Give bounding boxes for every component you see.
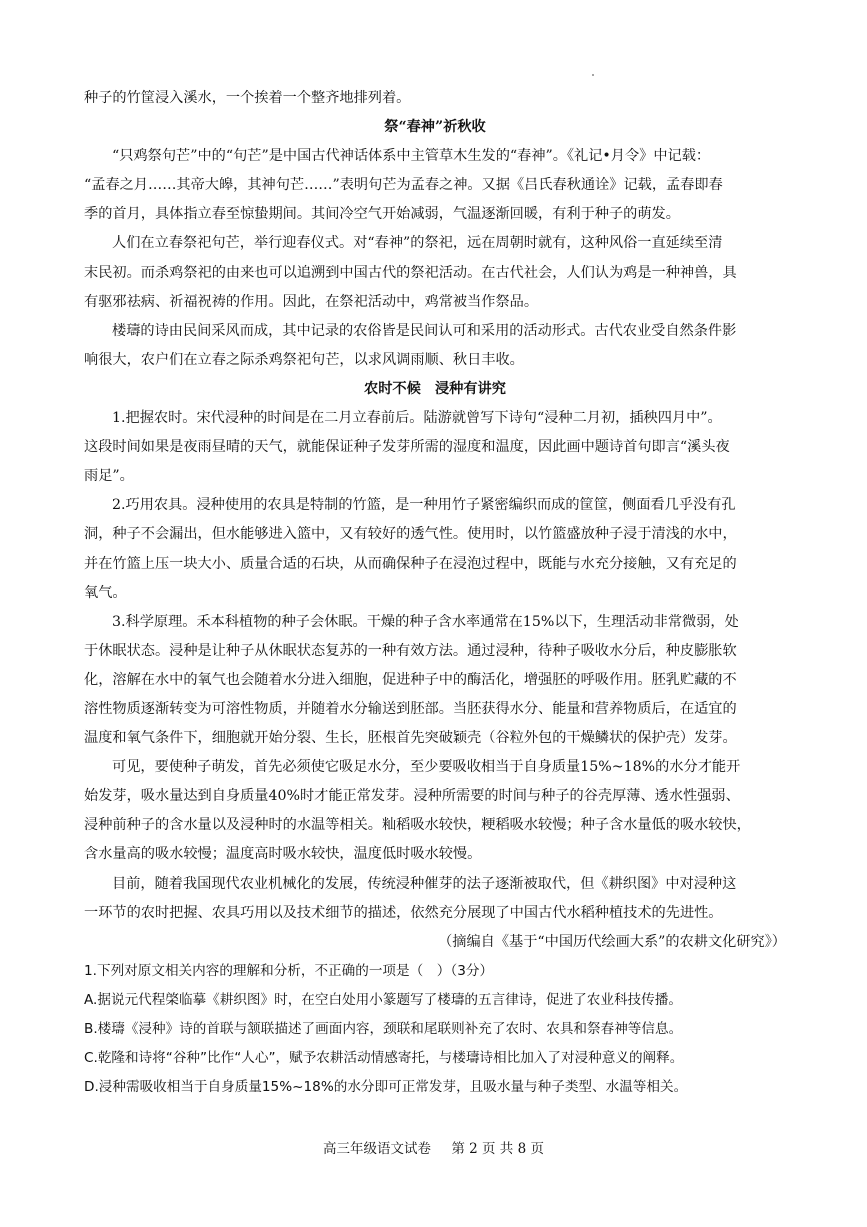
text-line: 温度和氧气条件下，细胞就开始分裂、生长，胚根首先突破颖壳（谷粒外包的干燥鳞状的保护壳）发芽。 [84, 730, 737, 747]
text-line: 一环节的农时把握、农具巧用以及技术细节的描述，依然充分展现了中国古代水稻种植技术的先进性。 [84, 904, 723, 921]
text-line: 氧气。 [84, 584, 127, 601]
footer-exam-title: 高三年级语文试卷 [323, 1141, 432, 1157]
section-heading: 农时不候 浸种有讲究 [364, 380, 506, 397]
text-line: 目前，随着我国现代农业机械化的发展，传统浸种催芽的法子逐渐被取代，但《耕织图》中对浸种这 [112, 875, 737, 892]
text-line: 种子的竹筐浸入溪水，一个挨着一个整齐地排列着。 [84, 90, 411, 106]
question-line: A.据说元代程棨临摹《耕织图》时，在空白处用小篆题写了楼璹的五言律诗，促进了农业科技传播。 [84, 991, 682, 1008]
text-line: 3.科学原理。禾本科植物的种子会休眠。干燥的种子含水率通常在15%以下，生理活动非常微弱，处 [112, 613, 739, 630]
question-line: D.浸种需吸收相当于自身质量15%~18%的水分即可正常发芽，且吸水量与种子类型、水温等相关。 [84, 1079, 688, 1096]
text-line: “只鸡祭句芒”中的“句芒”是中国古代神话体系中主管草木生发的“春神”。《礼记•月令》中记载： [112, 148, 711, 165]
text-line: 响很大，农户们在立春之际杀鸡祭祀句芒，以求风调雨顺、秋日丰收。 [84, 351, 524, 368]
text-line: 这段时间如果是夜雨昼晴的天气，就能保证种子发芽所需的湿度和温度，因此画中题诗首句即言“溪头夜 [84, 439, 730, 456]
text-line: 季的首月，具体指立春至惊蛰期间。其间冷空气开始减弱，气温逐渐回暖，有利于种子的萌发。 [84, 206, 680, 223]
text-line: （摘编自《基于“中国历代绘画大系”的农耕文化研究》） [438, 933, 786, 950]
text-line: 有驱邪祛病、祈福祝祷的作用。因此，在祭祀活动中，鸡常被当作祭品。 [84, 293, 539, 310]
footer-page-number: 第 2 页 共 8 页 [451, 1141, 544, 1157]
article-body [84, 84, 786, 1102]
page-footer [0, 1137, 867, 1157]
text-line: 雨足”。 [84, 468, 134, 485]
text-line: 浸种前种子的含水量以及浸种时的水温等相关。籼稻吸水较快，粳稻吸水较慢；种子含水量低的吸水较快， [84, 817, 751, 834]
question-line: 1.下列对原文相关内容的理解和分析，不正确的一项是（ ）（3分） [84, 962, 494, 979]
text-line: 溶性物质逐渐转变为可溶性物质，并随着水分输送到胚部。当胚获得水分、能量和营养物质后，在适宜的 [84, 700, 737, 717]
text-line: 人们在立春祭祀句芒，举行迎春仪式。对“春神”的祭祀，远在周朝时就有，这种风俗一直延续至清 [112, 235, 723, 252]
text-line: 末民初。而杀鸡祭祀的由来也可以追溯到中国古代的祭祀活动。在古代社会，人们认为鸡是一种神兽，具 [84, 264, 737, 281]
text-line: 含水量高的吸水较慢；温度高时吸水较快，温度低时吸水较慢。 [84, 846, 482, 863]
text-line: 洞，种子不会漏出，但水能够进入篮中，又有较好的透气性。使用时，以竹篮盛放种子浸于清浅的水中， [84, 526, 737, 543]
text-line: 始发芽，吸水量达到自身质量40%时才能正常发芽。浸种所需要的时间与种子的谷壳厚薄、透水性强弱、 [84, 788, 740, 805]
text-line: 化，溶解在水中的氧气也会随着水分进入细胞，促进种子中的酶活化，增强胚的呼吸作用。胚乳贮藏的不 [84, 671, 737, 688]
scan-dot [592, 74, 594, 76]
text-line: 1.把握农时。宋代浸种的时间是在二月立春前后。陆游就曾写下诗句“浸种二月初，插秧四月中”。 [112, 410, 722, 427]
text-line: 可见，要使种子萌发，首先必须使它吸足水分，至少要吸收相当于自身质量15%~18%的水分才能开 [112, 759, 741, 776]
text-line: 楼璹的诗由民间采风而成，其中记录的农俗皆是民间认可和采用的活动形式。古代农业受自然条件影 [112, 322, 737, 339]
text-line: 并在竹篮上压一块大小、质量合适的石块，从而确保种子在浸泡过程中，既能与水充分接触，又有充足的 [84, 555, 737, 572]
text-line: “孟春之月……其帝大皞，其神句芒……”表明句芒为孟春之神。又据《吕氏春秋通诠》记载，孟春即春 [84, 177, 723, 194]
text-line: 2.巧用农具。浸种使用的农具是特制的竹篮，是一种用竹子紧密编织而成的筐筐，侧面看几乎没有孔 [112, 497, 736, 514]
section-heading: 祭“春神”祈秋收 [384, 119, 486, 136]
text-line: 于休眠状态。浸种是让种子从休眠状态复苏的一种有效方法。通过浸种，待种子吸收水分后，种皮膨胀软 [84, 642, 737, 659]
question-line: C.乾隆和诗将“谷种”比作“人心”，赋予农耕活动情感寄托，与楼璹诗相比加入了对浸种意义的阐释。 [84, 1050, 684, 1067]
question-line: B.楼璹《浸种》诗的首联与颔联描述了画面内容，颈联和尾联则补充了农时、农具和祭春神等信息。 [84, 1021, 683, 1037]
